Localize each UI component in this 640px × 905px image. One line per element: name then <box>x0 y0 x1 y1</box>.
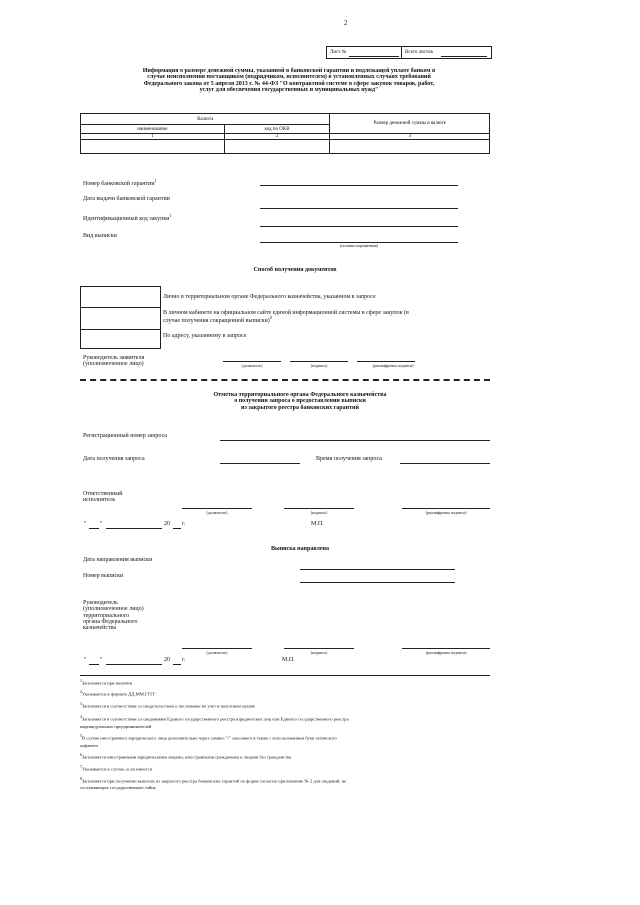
sent-head-label: Руководитель (уполномоченное лицо) территориального органа Федерального казначейства <box>83 600 144 632</box>
responsible-decoding-field[interactable] <box>402 508 490 509</box>
delivery-option-2-label: В личном кабинете на официальном сайте единой информационной системы в сфере закупок (в случае получения сокращенной выписки)$^8$ <box>163 310 409 325</box>
applicant-decoding-hint: (расшифровка подписи) <box>372 363 414 368</box>
footnote: $^5$В случае иностранного юридического лица дополнительно через символ "/" заполняется также с использованием букв латинского <box>80 734 337 741</box>
currency-table <box>80 113 490 154</box>
sent-decoding-field[interactable] <box>402 648 490 649</box>
receipt-date-field[interactable] <box>220 463 300 464</box>
extract-type-label: Вид выписки <box>83 233 117 239</box>
treasury-date-quote-open: " <box>84 521 87 527</box>
footnotes <box>80 678 495 791</box>
amount-cell[interactable] <box>330 140 490 154</box>
delivery-heading: Способ получения документов <box>253 267 337 273</box>
treasury-year-suffix: г. <box>182 521 186 527</box>
footnotes-separator <box>80 675 490 676</box>
sent-stamp-label: М.П. <box>282 657 295 663</box>
receipt-date-label: Дата получения запроса <box>83 456 145 462</box>
section-separator <box>80 379 490 381</box>
applicant-signature-hint: (подпись) <box>310 363 328 368</box>
delivery-option-1-checkbox[interactable] <box>80 286 161 308</box>
delivery-option-2-checkbox[interactable] <box>80 307 161 330</box>
currency-header: Валюта <box>81 114 330 125</box>
treasury-year-prefix: 20 <box>164 521 170 527</box>
amount-header: Размер денежной суммы в валюте <box>330 114 490 134</box>
title-line-2: случае неисполнения поставщиком (подрядчиком, исполнителем) в установленных случаях требований <box>147 74 431 81</box>
responsible-signature-hint: (подпись) <box>310 510 328 515</box>
sent-signature-field[interactable] <box>284 648 354 649</box>
applicant-position-hint: (должность) <box>241 363 263 368</box>
receipt-time-field[interactable] <box>400 463 490 464</box>
sent-position-field[interactable] <box>182 648 252 649</box>
delivery-option-3-checkbox[interactable] <box>80 329 161 349</box>
sent-year-suffix: г. <box>182 657 186 663</box>
reg-number-label: Регистрационный номер запроса <box>83 433 167 439</box>
footnote: $^3$Заполняется в соответствии со свидетельством о постановке на учет в налоговом органе <box>80 702 256 709</box>
responsible-position-hint: (должность) <box>206 510 228 515</box>
treasury-day-field[interactable] <box>89 528 99 529</box>
currency-okv-header: код по ОКВ <box>224 125 330 134</box>
delivery-option-1-label: Лично в территориальном органе Федерального казначейства, указанном в запросе <box>163 294 376 300</box>
footnote: $^4$Заполняется в соответствии со сведениями Единого государственного реестра юридических лиц или Единого государственного реестра <box>80 715 349 722</box>
purchase-id-field[interactable] <box>260 226 458 227</box>
col-number-3: 3 <box>330 134 490 140</box>
treasury-date-quote-close: " <box>100 521 103 527</box>
sent-year-prefix: 20 <box>164 657 170 663</box>
responsible-signature-field[interactable] <box>284 508 354 509</box>
issue-date-field[interactable] <box>260 208 458 209</box>
footnote: составляющих государственную тайну <box>80 785 157 791</box>
treasury-year-field[interactable] <box>173 528 181 529</box>
sent-date-quote-close: " <box>100 657 103 663</box>
sent-month-field[interactable] <box>106 664 162 665</box>
title-line-4: услуг для обеспечения государственных и муниципальных нужд" <box>199 86 379 93</box>
sent-signature-hint: (подпись) <box>310 650 328 655</box>
footnote: $^2$Указывается в формате ДД.ММ.ГГГГ <box>80 689 156 697</box>
responsible-decoding-hint: (расшифровка подписи) <box>425 510 467 515</box>
footnote: алфавита <box>80 742 99 748</box>
send-date-field[interactable] <box>300 569 455 570</box>
treasury-month-field[interactable] <box>106 528 162 529</box>
responsible-position-field[interactable] <box>182 508 252 509</box>
extract-type-hint: (полная/сокращенная) <box>340 243 378 248</box>
guarantee-number-field[interactable] <box>260 185 458 186</box>
col-number-1: 1 <box>81 134 225 140</box>
page-number: 2 <box>344 19 348 27</box>
currency-name-cell[interactable] <box>81 140 225 154</box>
footnote: $^6$Заполняется иностранными юридическими лицами, иностранными гражданами и лицами без гражданства <box>80 753 292 760</box>
title-line-1: Информация о размере денежной суммы, указанной в банковской гарантии и подлежащей уплате банком в <box>142 68 436 74</box>
extract-number-field[interactable] <box>300 582 455 583</box>
sheet-counter-box <box>326 46 492 59</box>
send-date-label: Дата направления выписки <box>83 557 153 563</box>
responsible-label: Ответственный исполнитель <box>83 491 123 504</box>
footnote: индивидуальных предпринимателей <box>80 723 152 729</box>
treasury-stamp-label: М.П. <box>311 521 324 527</box>
currency-okv-cell[interactable] <box>224 140 330 154</box>
receipt-time-label: Время получения запроса <box>316 456 382 462</box>
extract-number-label: Номер выписки <box>83 573 124 579</box>
applicant-label: Руководитель заявителя (уполномоченное лицо) <box>83 355 145 368</box>
applicant-position-field[interactable] <box>223 361 281 362</box>
footnote: $^8$Заполняется при получении выписки из закрытого реестра банковских гарантий по форме согласно приложению № 2 для сведений, не <box>80 776 347 784</box>
footnote: $^1$Заполняется при наличии <box>80 679 133 686</box>
purchase-id-label: Идентификационный код закупки$^1$ <box>83 213 172 222</box>
sent-decoding-hint: (расшифровка подписи) <box>425 650 467 655</box>
sent-day-field[interactable] <box>89 664 99 665</box>
col-number-2: 2 <box>224 134 330 140</box>
treasury-heading: Отметка территориального органа Федерального казначейства о получении запроса о предоставлении выписки из закрытого реестра банковских гарантий <box>213 392 387 411</box>
currency-name-header: наименование <box>81 125 225 134</box>
guarantee-number-label: Номер банковской гарантии$^1$ <box>83 178 157 187</box>
applicant-decoding-field[interactable] <box>357 361 415 362</box>
delivery-option-3-label: По адресу, указанному в запросе <box>163 333 247 339</box>
issue-date-label: Дата выдачи банковской гарантии <box>83 196 170 202</box>
sent-year-field[interactable] <box>173 664 181 665</box>
sheet-number-label: Лист № <box>330 50 347 55</box>
sent-heading: Выписка направлена <box>271 546 329 552</box>
footnote: $^7$Указывается в случае, если имеется <box>80 764 152 772</box>
reg-number-field[interactable] <box>220 440 490 441</box>
total-sheets-label: Всего листов <box>405 50 433 55</box>
sent-position-hint: (должность) <box>206 650 228 655</box>
title-line-3: Федерального закона от 5 апреля 2013 г. № 44-ФЗ "О контрактной системе в сфере закупок товаров, работ, <box>143 80 435 87</box>
applicant-signature-field[interactable] <box>290 361 348 362</box>
sent-date-quote-open: " <box>84 657 87 663</box>
document-title <box>78 68 500 93</box>
